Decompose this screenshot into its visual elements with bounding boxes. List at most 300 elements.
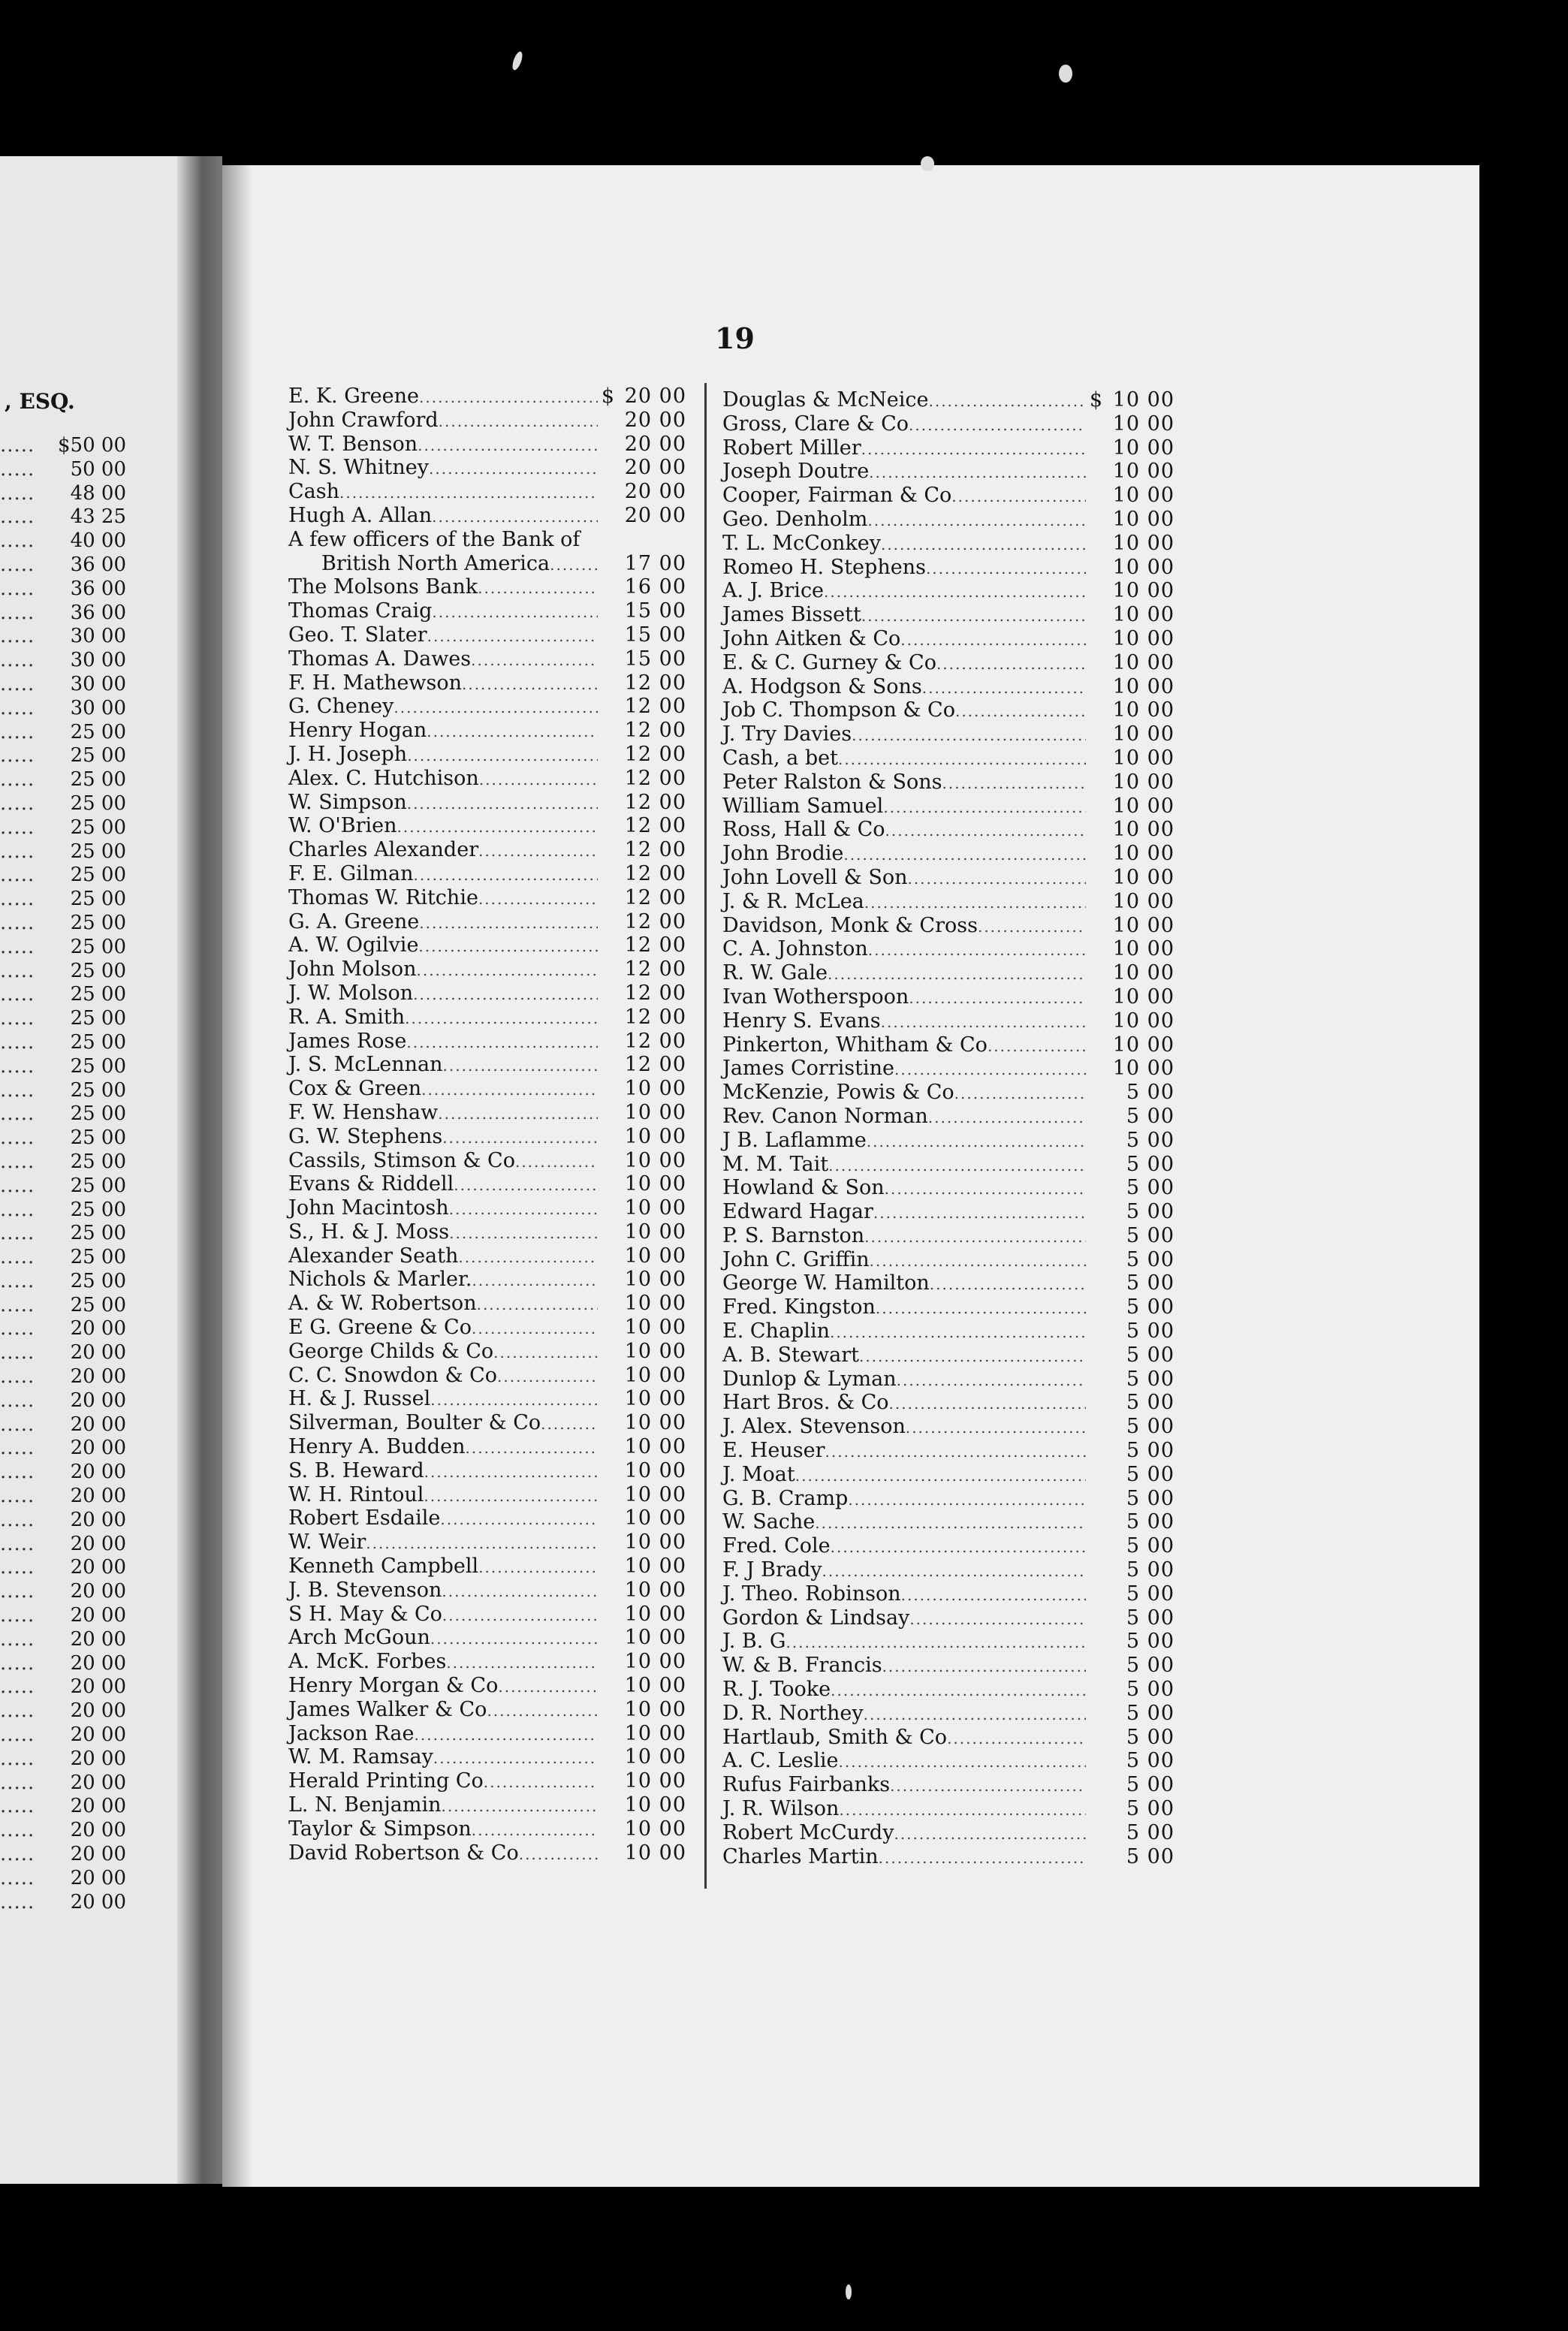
leader-dots: ..... bbox=[0, 505, 35, 529]
subscriber-row bbox=[288, 1172, 686, 1196]
subscriber-name: H. & J. Russel bbox=[288, 1387, 431, 1411]
leader-dots: ..... bbox=[0, 864, 35, 887]
subscriber-row bbox=[288, 1698, 686, 1722]
subscriber-row bbox=[288, 1006, 686, 1030]
subscriber-row bbox=[722, 746, 1174, 770]
leader-dots: ..... bbox=[0, 1413, 35, 1436]
subscriber-name: A few officers of the Bank of bbox=[288, 527, 580, 551]
subscription-amount: 20 00 bbox=[624, 408, 686, 432]
subscription-amount: 10 00 bbox=[1112, 794, 1174, 818]
leader-dots: ..... bbox=[0, 1054, 35, 1078]
amount: 20 00 bbox=[70, 1819, 126, 1842]
leader-dots bbox=[828, 1156, 1086, 1175]
subscription-amount: 5 00 bbox=[1126, 1678, 1174, 1702]
leader-dots bbox=[936, 655, 1086, 673]
subscriber-name: Charles Martin bbox=[722, 1844, 879, 1868]
subscriber-name: Arch McGoun bbox=[288, 1626, 430, 1650]
left-amount-row bbox=[0, 1341, 126, 1365]
subscriber-name: F. J Brady bbox=[722, 1558, 822, 1582]
leader-dots bbox=[839, 1801, 1086, 1819]
leader-dots: ..... bbox=[0, 1102, 35, 1126]
subscriber-row bbox=[722, 675, 1174, 699]
subscriber-name: J. B. G bbox=[722, 1630, 786, 1654]
leader-dots bbox=[407, 746, 598, 764]
subscription-amount: 5 00 bbox=[1126, 1128, 1174, 1152]
subscriber-row bbox=[288, 1101, 686, 1125]
leader-dots: ..... bbox=[0, 1485, 35, 1508]
leader-dots bbox=[828, 965, 1086, 983]
subscription-amount: 10 00 bbox=[624, 1172, 686, 1196]
subscription-amount: 10 00 bbox=[1112, 460, 1174, 484]
subscription-amount: 10 00 bbox=[1112, 1009, 1174, 1033]
left-amount-row bbox=[0, 434, 126, 458]
leader-dots bbox=[951, 487, 1086, 505]
leader-dots bbox=[859, 1347, 1086, 1365]
leader-dots bbox=[839, 1753, 1086, 1771]
subscriber-name: T. L. McConkey bbox=[722, 531, 881, 555]
subscription-amount: 16 00 bbox=[624, 575, 686, 599]
leader-dots bbox=[432, 603, 598, 621]
subscriber-name: Henry S. Evans bbox=[722, 1009, 881, 1033]
subscriber-name: Fred. Kingston bbox=[722, 1295, 876, 1319]
subscriber-name: M. M. Tait bbox=[722, 1152, 829, 1176]
subscriber-row bbox=[722, 651, 1174, 675]
leader-dots bbox=[942, 774, 1086, 792]
amount: 20 00 bbox=[70, 1866, 126, 1889]
subscriber-name: J. S. McLennan bbox=[288, 1053, 443, 1077]
amount: 25 00 bbox=[70, 1222, 126, 1245]
left-amount-row bbox=[0, 744, 126, 768]
subscriber-row bbox=[722, 722, 1174, 746]
left-amount-row bbox=[0, 792, 126, 816]
subscription-amount: 5 00 bbox=[1126, 1415, 1174, 1439]
leader-dots bbox=[454, 1176, 598, 1194]
leader-dots bbox=[478, 842, 598, 860]
left-amount-row bbox=[0, 1580, 126, 1604]
subscription-amount: 17 00 bbox=[624, 551, 686, 575]
left-amount-row bbox=[0, 1867, 126, 1891]
subscriber-name: A. McK. Forbes bbox=[288, 1650, 447, 1674]
leader-dots bbox=[824, 583, 1086, 601]
leader-dots: ..... bbox=[0, 696, 35, 719]
leader-dots bbox=[397, 818, 598, 836]
subscriber-row bbox=[722, 1678, 1174, 1702]
subscriber-name: Robert McCurdy bbox=[722, 1820, 894, 1844]
leader-dots bbox=[947, 1729, 1086, 1747]
amount: 25 00 bbox=[70, 1078, 126, 1102]
amount: 25 00 bbox=[70, 1150, 126, 1173]
left-amount-row bbox=[0, 1891, 126, 1915]
subscriber-row bbox=[722, 1368, 1174, 1392]
left-amount-row bbox=[0, 1007, 126, 1031]
left-amount-row bbox=[0, 1102, 126, 1126]
subscriber-name: Ivan Wotherspoon bbox=[722, 985, 909, 1009]
leader-dots bbox=[897, 1371, 1086, 1389]
subscriber-name: S. B. Heward bbox=[288, 1458, 424, 1482]
left-amount-row bbox=[0, 1031, 126, 1055]
amount: 25 00 bbox=[70, 911, 126, 934]
subscription-amount: 5 00 bbox=[1126, 1725, 1174, 1749]
leader-dots bbox=[498, 1678, 598, 1696]
subscription-amount: 5 00 bbox=[1126, 1701, 1174, 1725]
subscriber-row bbox=[288, 599, 686, 623]
amount: 25 00 bbox=[70, 768, 126, 792]
subscription-amount: 10 00 bbox=[624, 1435, 686, 1459]
column-divider bbox=[704, 383, 707, 1889]
leader-dots bbox=[852, 726, 1086, 744]
subscription-amount: 5 00 bbox=[1126, 1582, 1174, 1606]
amount: 20 00 bbox=[70, 1365, 126, 1389]
subscription-amount: 10 00 bbox=[1112, 436, 1174, 460]
subscriber-name: S., H. & J. Moss bbox=[288, 1220, 450, 1244]
leader-dots bbox=[894, 1825, 1086, 1843]
leader-dots: ..... bbox=[0, 1150, 35, 1173]
amount: 20 00 bbox=[70, 1532, 126, 1555]
subscription-amount: 10 00 bbox=[1112, 913, 1174, 937]
subscription-amount: 12 00 bbox=[624, 1029, 686, 1053]
subscriber-row bbox=[288, 1411, 686, 1435]
subscription-amount: 10 00 bbox=[624, 1148, 686, 1172]
subscriber-row bbox=[288, 1149, 686, 1173]
leader-dots: ..... bbox=[0, 1030, 35, 1054]
subscriber-row bbox=[722, 1558, 1174, 1582]
subscription-amount: 12 00 bbox=[624, 838, 686, 862]
subscriber-row bbox=[288, 1053, 686, 1077]
subscriber-row bbox=[722, 1534, 1174, 1558]
subscriber-name: Davidson, Monk & Cross bbox=[722, 913, 978, 937]
subscriber-row bbox=[288, 719, 686, 743]
amount: 20 00 bbox=[70, 1723, 126, 1747]
subscriber-name: Edward Hagar bbox=[722, 1200, 873, 1224]
left-amount-row bbox=[0, 1747, 126, 1772]
subscriber-row bbox=[722, 532, 1174, 556]
leader-dots: ..... bbox=[0, 1365, 35, 1389]
subscriber-name: F. H. Mathewson bbox=[288, 671, 462, 695]
subscription-amount: 10 00 bbox=[624, 1077, 686, 1101]
subscriber-name: John Molson bbox=[288, 957, 417, 982]
subscriber-row bbox=[288, 1387, 686, 1411]
subscriber-name: R. J. Tooke bbox=[722, 1678, 831, 1702]
subscriber-name: Ross, Hall & Co bbox=[722, 818, 885, 842]
leader-dots: ..... bbox=[0, 1007, 35, 1030]
subscriber-name: A. B. Stewart bbox=[722, 1343, 859, 1367]
subscriber-row bbox=[722, 1797, 1174, 1821]
subscriber-name: W. Sache bbox=[722, 1510, 816, 1534]
leader-dots bbox=[928, 392, 1086, 410]
subscriber-row bbox=[722, 1295, 1174, 1319]
leader-dots bbox=[478, 1558, 598, 1576]
leader-dots bbox=[861, 607, 1086, 625]
leader-dots: ..... bbox=[0, 649, 35, 672]
subscriber-name: E. & C. Gurney & Co bbox=[722, 650, 936, 674]
leader-dots: ..... bbox=[0, 911, 35, 934]
left-amount-row bbox=[0, 602, 126, 626]
left-amount-row bbox=[0, 505, 126, 529]
leader-dots bbox=[462, 675, 598, 693]
amount: 25 00 bbox=[70, 1007, 126, 1030]
subscriber-name: W. Simpson bbox=[288, 790, 407, 814]
leader-dots: ..... bbox=[0, 1675, 35, 1699]
leader-dots: ..... bbox=[0, 1747, 35, 1770]
subscriber-name: C. A. Johnston bbox=[722, 937, 868, 961]
leader-dots: ..... bbox=[0, 1078, 35, 1102]
leader-dots bbox=[901, 1586, 1086, 1604]
leader-dots bbox=[988, 1037, 1086, 1055]
subscriber-row bbox=[722, 1105, 1174, 1129]
subscription-amount: 10 00 bbox=[1112, 579, 1174, 603]
subscriber-row bbox=[288, 1817, 686, 1841]
subscriber-name: Henry Hogan bbox=[288, 719, 427, 743]
subscription-amount: 10 00 bbox=[624, 1411, 686, 1435]
subscription-amount: 10 00 bbox=[624, 1363, 686, 1387]
leader-dots bbox=[795, 1467, 1086, 1485]
subscriber-name: D. R. Northey bbox=[722, 1701, 864, 1725]
subscription-amount: 10 00 bbox=[624, 1482, 686, 1506]
subscriber-name: J. W. Molson bbox=[288, 981, 414, 1005]
subscriber-name: Cox & Green bbox=[288, 1077, 422, 1101]
subscriber-name: Evans & Riddell bbox=[288, 1172, 454, 1196]
subscriber-name: George W. Hamilton bbox=[722, 1271, 930, 1295]
subscription-amount: 10 00 bbox=[624, 1458, 686, 1482]
leader-dots bbox=[424, 1463, 598, 1481]
subscriber-name: Alex. C. Hutchison bbox=[288, 766, 479, 790]
subscription-amount: 10 00 bbox=[1112, 746, 1174, 770]
amount: 25 00 bbox=[70, 1198, 126, 1221]
leader-dots bbox=[876, 1299, 1086, 1317]
subscription-amount: 10 00 bbox=[624, 1769, 686, 1793]
subscriber-row bbox=[288, 1530, 686, 1555]
subscriber-row bbox=[288, 838, 686, 862]
subscription-amount: 10 00 bbox=[624, 1841, 686, 1865]
amount: 48 00 bbox=[70, 481, 126, 505]
subscription-amount: 10 00 bbox=[1112, 937, 1174, 961]
amount: 25 00 bbox=[70, 1102, 126, 1126]
amount: 20 00 bbox=[70, 1413, 126, 1436]
leader-dots bbox=[843, 846, 1086, 864]
subscription-amount: 10 00 bbox=[624, 1674, 686, 1698]
leader-dots: ..... bbox=[0, 1795, 35, 1818]
amount: 20 00 bbox=[70, 1843, 126, 1866]
leader-dots bbox=[848, 1491, 1086, 1509]
leader-dots bbox=[366, 1534, 598, 1552]
subscription-amount: 5 00 bbox=[1126, 1391, 1174, 1415]
leader-dots bbox=[418, 436, 598, 454]
leader-dots bbox=[889, 1395, 1086, 1413]
subscriber-row bbox=[722, 1176, 1174, 1200]
leader-dots bbox=[442, 1606, 598, 1624]
subscriber-name: Job C. Thompson & Co bbox=[722, 698, 955, 722]
left-amount-row bbox=[0, 529, 126, 553]
subscription-amount: 10 00 bbox=[1112, 650, 1174, 674]
subscriber-row bbox=[722, 603, 1174, 627]
subscriber-row bbox=[722, 579, 1174, 603]
subscriber-row bbox=[722, 1773, 1174, 1797]
subscriber-row bbox=[288, 1650, 686, 1674]
leader-dots: ..... bbox=[0, 744, 35, 767]
page-shadow bbox=[222, 165, 252, 2187]
leader-dots bbox=[825, 1443, 1086, 1461]
subscriber-name: N. S. Whitney bbox=[288, 456, 430, 480]
subscription-amount: 10 00 bbox=[1112, 555, 1174, 579]
subscriber-name: Geo. Denholm bbox=[722, 507, 868, 531]
subscriber-row bbox=[288, 575, 686, 599]
subscriber-row bbox=[722, 1749, 1174, 1773]
subscription-amount: 5 00 bbox=[1126, 1630, 1174, 1654]
amount: 25 00 bbox=[70, 840, 126, 863]
subscriber-name: McKenzie, Powis & Co bbox=[722, 1081, 954, 1105]
subscription-amount: 10 00 bbox=[624, 1100, 686, 1124]
subscription-amount: 10 00 bbox=[624, 1721, 686, 1745]
leader-dots bbox=[867, 511, 1086, 529]
leader-dots: ..... bbox=[0, 792, 35, 815]
leader-dots bbox=[515, 1153, 598, 1171]
leader-dots bbox=[493, 1343, 598, 1362]
leader-dots: ..... bbox=[0, 1866, 35, 1889]
subscriber-name: Cassils, Stimson & Co bbox=[288, 1148, 515, 1172]
subscriber-name: John Aitken & Co bbox=[722, 626, 901, 650]
subscriber-row bbox=[288, 743, 686, 767]
leader-dots bbox=[487, 1702, 598, 1720]
subscriber-row bbox=[722, 937, 1174, 961]
subscription-amount: 10 00 bbox=[624, 1578, 686, 1602]
subscriber-row bbox=[722, 1009, 1174, 1033]
subscriber-name: Rufus Fairbanks bbox=[722, 1773, 891, 1797]
subscriber-name: R. W. Gale bbox=[722, 961, 828, 985]
amount: 25 00 bbox=[70, 888, 126, 911]
leader-dots bbox=[864, 1705, 1086, 1723]
left-amount-row bbox=[0, 768, 126, 792]
leader-dots bbox=[894, 1060, 1086, 1078]
subscriber-row bbox=[288, 671, 686, 695]
leader-dots: ..... bbox=[0, 840, 35, 863]
subscriber-name: W. O'Brien bbox=[288, 814, 397, 838]
subscriber-row bbox=[722, 508, 1174, 532]
subscriber-row bbox=[288, 910, 686, 934]
left-amount-row bbox=[0, 983, 126, 1007]
leader-dots bbox=[439, 412, 598, 430]
subscriber-row bbox=[288, 814, 686, 838]
subscription-amount: 10 00 bbox=[624, 1244, 686, 1268]
leader-dots: ..... bbox=[0, 888, 35, 911]
subscriber-name: J. & R. McLea bbox=[722, 889, 864, 913]
subscription-amount: 10 00 bbox=[1112, 1057, 1174, 1081]
leader-dots bbox=[407, 795, 598, 813]
leader-dots: ..... bbox=[0, 1843, 35, 1866]
left-amount-row bbox=[0, 1389, 126, 1413]
subscriber-name: J B. Laflamme bbox=[722, 1128, 867, 1152]
subscriber-name: Cash, a bet bbox=[722, 746, 838, 770]
subscription-amount: 5 00 bbox=[1126, 1486, 1174, 1510]
subscriber-name: Romeo H. Stephens bbox=[722, 555, 926, 579]
left-amount-row bbox=[0, 936, 126, 960]
subscriber-row bbox=[722, 1319, 1174, 1343]
leader-dots bbox=[815, 1514, 1086, 1532]
left-amount-row bbox=[0, 1675, 126, 1699]
subscriber-row bbox=[722, 818, 1174, 842]
amount: 20 00 bbox=[70, 1508, 126, 1531]
subscriber-row bbox=[288, 1603, 686, 1627]
subscriber-name: Hugh A. Allan bbox=[288, 503, 433, 527]
subscriber-name: Herald Printing Co bbox=[288, 1769, 484, 1793]
left-amount-row bbox=[0, 1843, 126, 1867]
leader-dots bbox=[900, 631, 1086, 649]
leader-dots: ..... bbox=[0, 1532, 35, 1555]
leader-dots bbox=[882, 1657, 1086, 1675]
subscription-amount: 10 00 bbox=[1112, 842, 1174, 866]
subscription-amount: 10 00 bbox=[624, 1220, 686, 1244]
leader-dots bbox=[441, 1797, 598, 1815]
subscription-amount: 12 00 bbox=[624, 695, 686, 719]
subscriber-row bbox=[722, 1630, 1174, 1654]
subscriber-name: Nichols & Marler. bbox=[288, 1268, 472, 1292]
amount: 20 00 bbox=[70, 1317, 126, 1340]
subscriber-row bbox=[722, 1391, 1174, 1415]
leader-dots: ..... bbox=[0, 529, 35, 553]
leader-dots: ..... bbox=[0, 720, 35, 743]
leader-dots bbox=[926, 559, 1086, 577]
amount: 36 00 bbox=[70, 577, 126, 600]
leader-dots bbox=[885, 822, 1087, 840]
leader-dots bbox=[419, 388, 598, 406]
leader-dots bbox=[830, 1323, 1086, 1341]
amount: 20 00 bbox=[70, 1627, 126, 1651]
subscriber-row bbox=[288, 886, 686, 910]
subscriber-name: A. Hodgson & Sons bbox=[722, 674, 922, 698]
leader-dots bbox=[881, 1013, 1086, 1031]
leader-dots bbox=[427, 722, 598, 740]
leader-dots: ..... bbox=[0, 1389, 35, 1412]
subscriber-name: Thomas W. Ritchie bbox=[288, 885, 478, 909]
subscriber-row bbox=[288, 1483, 686, 1507]
leader-dots bbox=[472, 1319, 598, 1337]
subscriber-row bbox=[288, 552, 686, 576]
left-amount-row bbox=[0, 1437, 126, 1461]
left-amount-row bbox=[0, 482, 126, 506]
leader-dots: ..... bbox=[0, 959, 35, 982]
subscriber-name: Robert Miller bbox=[722, 436, 861, 460]
subscriber-row bbox=[722, 842, 1174, 866]
subscriber-name: Gordon & Lindsay bbox=[722, 1606, 910, 1630]
left-amount-row bbox=[0, 1246, 126, 1270]
leader-dots bbox=[449, 1224, 598, 1242]
currency-sign: $ bbox=[601, 384, 614, 408]
subscription-amount: 20 00 bbox=[624, 384, 686, 408]
leader-dots bbox=[479, 770, 598, 789]
subscriber-row bbox=[288, 433, 686, 457]
leader-dots: ..... bbox=[0, 434, 35, 457]
amount: 20 00 bbox=[70, 1437, 126, 1460]
leader-dots: ..... bbox=[0, 1604, 35, 1627]
subscriber-name: J. Theo. Robinson bbox=[722, 1582, 901, 1606]
leader-dots bbox=[869, 463, 1086, 481]
subscriber-row bbox=[288, 1506, 686, 1530]
subscriber-row bbox=[288, 767, 686, 791]
leader-dots bbox=[427, 627, 598, 645]
subscriber-name: Robert Esdaile bbox=[288, 1506, 441, 1530]
subscription-amount: 12 00 bbox=[624, 957, 686, 982]
subscriber-row bbox=[722, 1415, 1174, 1439]
left-amount-row bbox=[0, 1126, 126, 1150]
leader-dots bbox=[861, 440, 1086, 458]
subscription-amount: 10 00 bbox=[624, 1387, 686, 1411]
subscription-amount: 5 00 bbox=[1126, 1247, 1174, 1271]
subscriber-row bbox=[722, 698, 1174, 722]
subscriber-name: F. W. Henshaw bbox=[288, 1100, 439, 1124]
amount: 25 00 bbox=[70, 744, 126, 767]
leader-dots bbox=[922, 679, 1086, 697]
subscription-amount: 5 00 bbox=[1126, 1367, 1174, 1391]
subscriber-row bbox=[722, 1487, 1174, 1511]
